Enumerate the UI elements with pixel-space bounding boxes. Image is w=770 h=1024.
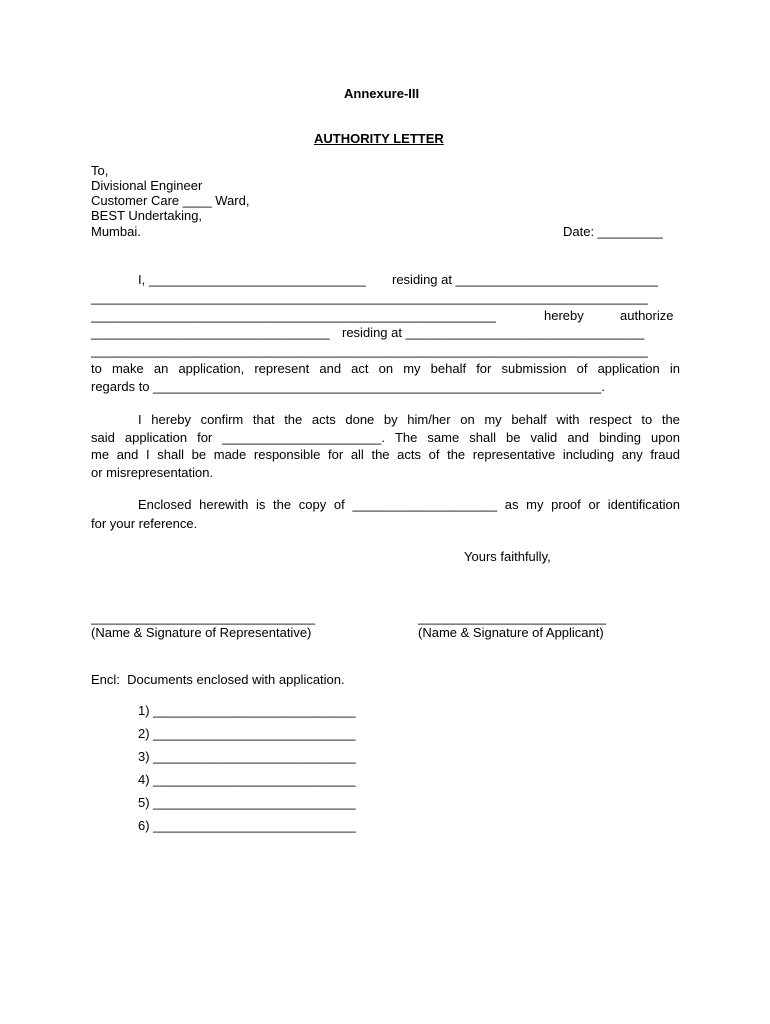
- word: and: [567, 430, 590, 445]
- letter-title: AUTHORITY LETTER: [314, 131, 444, 146]
- p1-line-1-residing: residing at ____________________________: [392, 272, 659, 287]
- word: ____________________: [352, 497, 498, 512]
- word: of: [428, 447, 440, 462]
- applicant-signature-line: __________________________: [418, 610, 606, 625]
- word: my: [403, 361, 421, 376]
- word: the: [447, 447, 466, 462]
- word: the: [661, 412, 680, 427]
- word: as: [504, 497, 519, 512]
- enclosure-item-5: 5) ____________________________: [138, 795, 356, 810]
- word: or: [588, 497, 601, 512]
- word: on: [378, 361, 394, 376]
- p1-line-1-name: I, ______________________________: [138, 272, 366, 287]
- word: my: [484, 412, 502, 427]
- p1-line-3-authorize: authorize: [620, 308, 674, 323]
- p3-line-1: [138, 497, 680, 513]
- word: be: [506, 430, 521, 445]
- word: same: [427, 430, 460, 445]
- word: the: [273, 497, 292, 512]
- representative-signature-line: _______________________________: [91, 610, 316, 625]
- enclosures-heading: Encl: Documents enclosed with application.: [91, 672, 345, 687]
- word: him/her: [407, 412, 451, 427]
- annexure-label: Annexure-III: [344, 86, 420, 101]
- word: acts: [311, 412, 336, 427]
- enclosure-item-1: 1) ____________________________: [138, 703, 356, 718]
- address-line-2: Customer Care ____ Ward,: [91, 193, 250, 208]
- word: all: [350, 447, 364, 462]
- word: I: [146, 447, 150, 462]
- p1-line-7: regards to ______________________________________________________________.: [91, 379, 606, 394]
- word: behalf: [430, 361, 467, 376]
- word: is: [255, 497, 266, 512]
- word: said: [91, 430, 115, 445]
- word: represent: [254, 361, 310, 376]
- word: on: [460, 412, 475, 427]
- word: upon: [651, 430, 680, 445]
- word: binding: [599, 430, 641, 445]
- word: and: [319, 361, 342, 376]
- word: representative: [472, 447, 556, 462]
- p1-line-3-blank: ________________________________________________________: [91, 308, 496, 323]
- word: application: [124, 430, 188, 445]
- p1-line-5: _____________________________________________________________________________: [91, 343, 648, 358]
- word: of: [576, 361, 588, 376]
- word: that: [252, 412, 275, 427]
- word: submission: [501, 361, 567, 376]
- word: in: [669, 361, 680, 376]
- word: done: [345, 412, 375, 427]
- word: act: [351, 361, 369, 376]
- word: and: [116, 447, 139, 462]
- p2-line-1: [138, 412, 680, 428]
- address-line-4: Mumbai.: [91, 224, 141, 239]
- word: identification: [607, 497, 680, 512]
- address-line-1: Divisional Engineer: [91, 178, 203, 193]
- word: respect: [589, 412, 632, 427]
- word: by: [383, 412, 398, 427]
- word: including: [562, 447, 615, 462]
- word: an: [153, 361, 169, 376]
- word: to: [91, 361, 102, 376]
- applicant-signature-label: (Name & Signature of Applicant): [418, 625, 604, 640]
- word: responsible: [253, 447, 321, 462]
- word: shall: [469, 430, 496, 445]
- word: proof: [551, 497, 581, 512]
- word: the: [284, 412, 303, 427]
- word: fraud: [650, 447, 680, 462]
- word: be: [191, 447, 207, 462]
- p1-line-4-residing: residing at _________________________________: [342, 325, 645, 340]
- yours-faithfully: Yours faithfully,: [464, 549, 551, 564]
- word: herewith: [199, 497, 249, 512]
- word: valid: [530, 430, 558, 445]
- date-field: Date: _________: [563, 224, 663, 239]
- word: make: [111, 361, 144, 376]
- word: Enclosed: [138, 497, 192, 512]
- word: The: [394, 430, 418, 445]
- p2-line-4: or misrepresentation.: [91, 465, 214, 480]
- word: the: [371, 447, 390, 462]
- p1-line-6: [91, 361, 680, 377]
- word: of: [333, 497, 345, 512]
- word: my: [526, 497, 544, 512]
- p3-line-2: for your reference.: [91, 516, 198, 531]
- word: I: [138, 412, 142, 427]
- word: ______________________.: [222, 430, 385, 445]
- enclosure-item-3: 3) ____________________________: [138, 749, 356, 764]
- word: made: [213, 447, 247, 462]
- word: application: [597, 361, 660, 376]
- address-to: To,: [91, 163, 109, 178]
- word: shall: [157, 447, 185, 462]
- word: behalf: [511, 412, 547, 427]
- word: with: [556, 412, 580, 427]
- word: confirm: [200, 412, 244, 427]
- p1-line-3-hereby: hereby: [544, 308, 584, 323]
- word: application,: [178, 361, 245, 376]
- word: any: [621, 447, 643, 462]
- word: me: [91, 447, 110, 462]
- p2-line-2: [91, 430, 680, 446]
- p2-line-3: [91, 447, 680, 463]
- word: for: [197, 430, 213, 445]
- enclosure-item-4: 4) ____________________________: [138, 772, 356, 787]
- word: copy: [298, 497, 327, 512]
- word: to: [641, 412, 653, 427]
- representative-signature-label: (Name & Signature of Representative): [91, 625, 312, 640]
- word: acts: [397, 447, 421, 462]
- word: hereby: [151, 412, 191, 427]
- word: for: [328, 447, 344, 462]
- enclosure-item-6: 6) ____________________________: [138, 818, 356, 833]
- enclosure-item-2: 2) ____________________________: [138, 726, 356, 741]
- p1-line-4-blank: _________________________________: [91, 325, 330, 340]
- address-line-3: BEST Undertaking,: [91, 208, 203, 223]
- word: for: [476, 361, 492, 376]
- p1-line-2: _____________________________________________________________________________: [91, 290, 648, 305]
